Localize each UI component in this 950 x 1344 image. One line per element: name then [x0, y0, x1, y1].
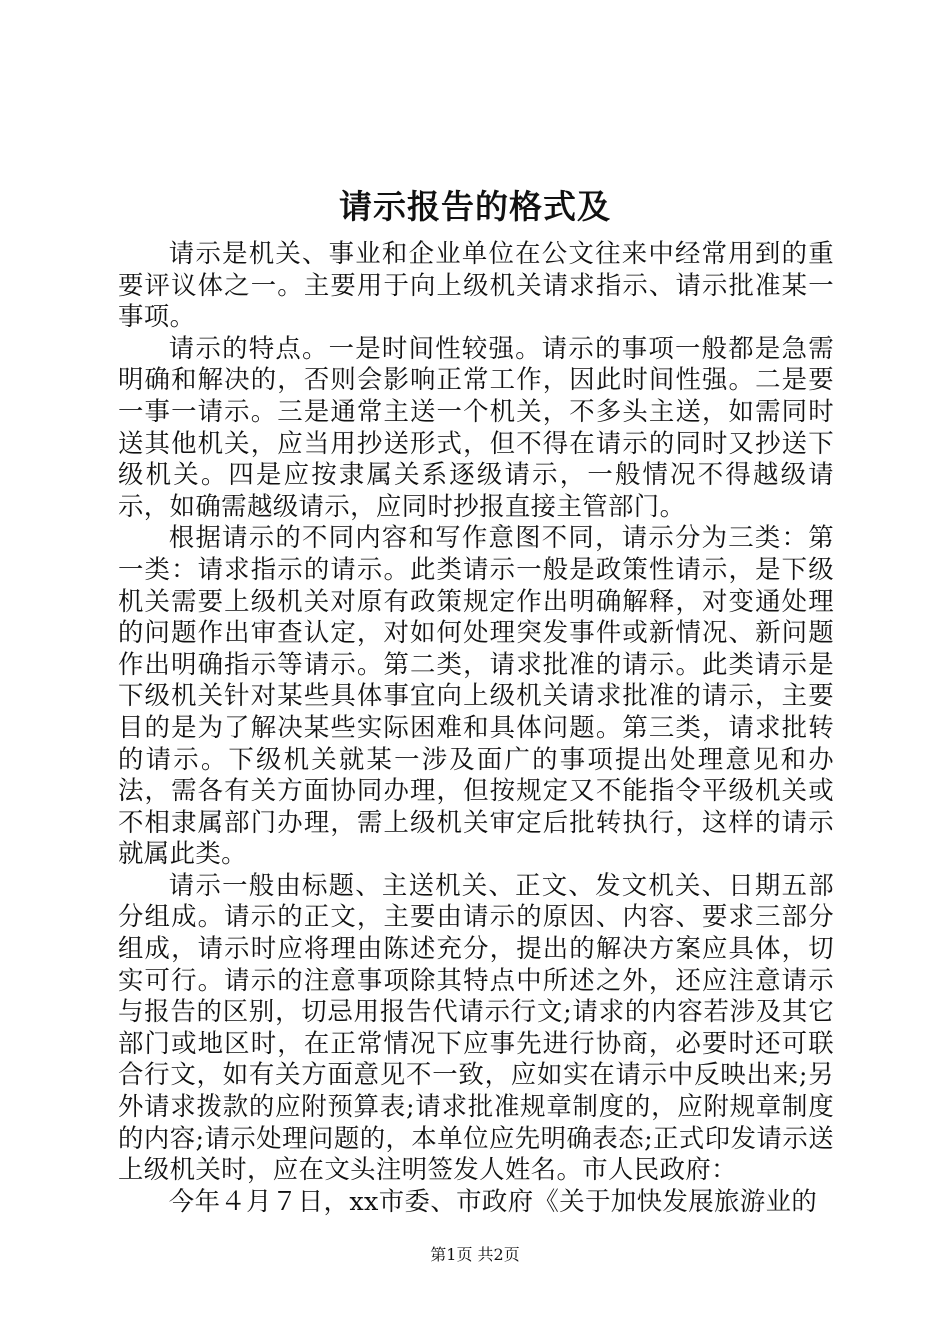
paragraph-1: 请示是机关、事业和企业单位在公文往来中经常用到的重要评议体之一。主要用于向上级机关请求指示、请示批准某一事项。 [118, 238, 834, 332]
document-body [118, 238, 834, 1217]
paragraph-4: 请示一般由标题、主送机关、正文、发文机关、日期五部分组成。请示的正文，主要由请示的原因、内容、要求三部分组成，请示时应将理由陈述充分，提出的解决方案应具体，切实可行。请示的注意事项除其特点中所述之外，还应注意请示与报告的区别，切忌用报告代请示行文;请求的内容若涉及其它部门或地区时，在正常情况下应事先进行协商，必要时还可联合行文，如有关方面意见不一致，应如实在请示中反映出来;另外请求拨款的应附预算表;请求批准规章制度的，应附规章制度的内容;请示处理问题的，本单位应先明确表态;正式印发请示送上级机关时，应在文头注明签发人姓名。市人民政府： [118, 869, 834, 1185]
paragraph-5: 今年４月７日，xx市委、市政府《关于加快发展旅游业的 [168, 1185, 818, 1216]
page-footer: 第1页 共2页 [430, 1245, 520, 1264]
paragraph-3: 根据请示的不同内容和写作意图不同，请示分为三类：第一类：请求指示的请示。此类请示一般是政策性请示，是下级机关需要上级机关对原有政策规定作出明确解释，对变通处理的问题作出审查认定，对如何处理突发事件或新情况、新问题作出明确指示等请示。第二类，请求批准的请示。此类请示是下级机关针对某些具体事宜向上级机关请求批准的请示，主要目的是为了解决某些实际困难和具体问题。第三类，请求批转的请示。下级机关就某一涉及面广的事项提出处理意见和办法，需各有关方面协同办理，但按规定又不能指令平级机关或不相隶属部门办理，需上级机关审定后批转执行，这样的请示就属此类。 [118, 522, 834, 869]
document-title: 请示报告的格式及 [339, 187, 611, 226]
paragraph-2: 请示的特点。一是时间性较强。请示的事项一般都是急需明确和解决的，否则会影响正常工作，因此时间性强。二是要一事一请示。三是通常主送一个机关，不多头主送，如需同时送其他机关，应当用抄送形式，但不得在请示的同时又抄送下级机关。四是应按隶属关系逐级请示，一般情况不得越级请示，如确需越级请示，应同时抄报直接主管部门。 [118, 332, 834, 521]
